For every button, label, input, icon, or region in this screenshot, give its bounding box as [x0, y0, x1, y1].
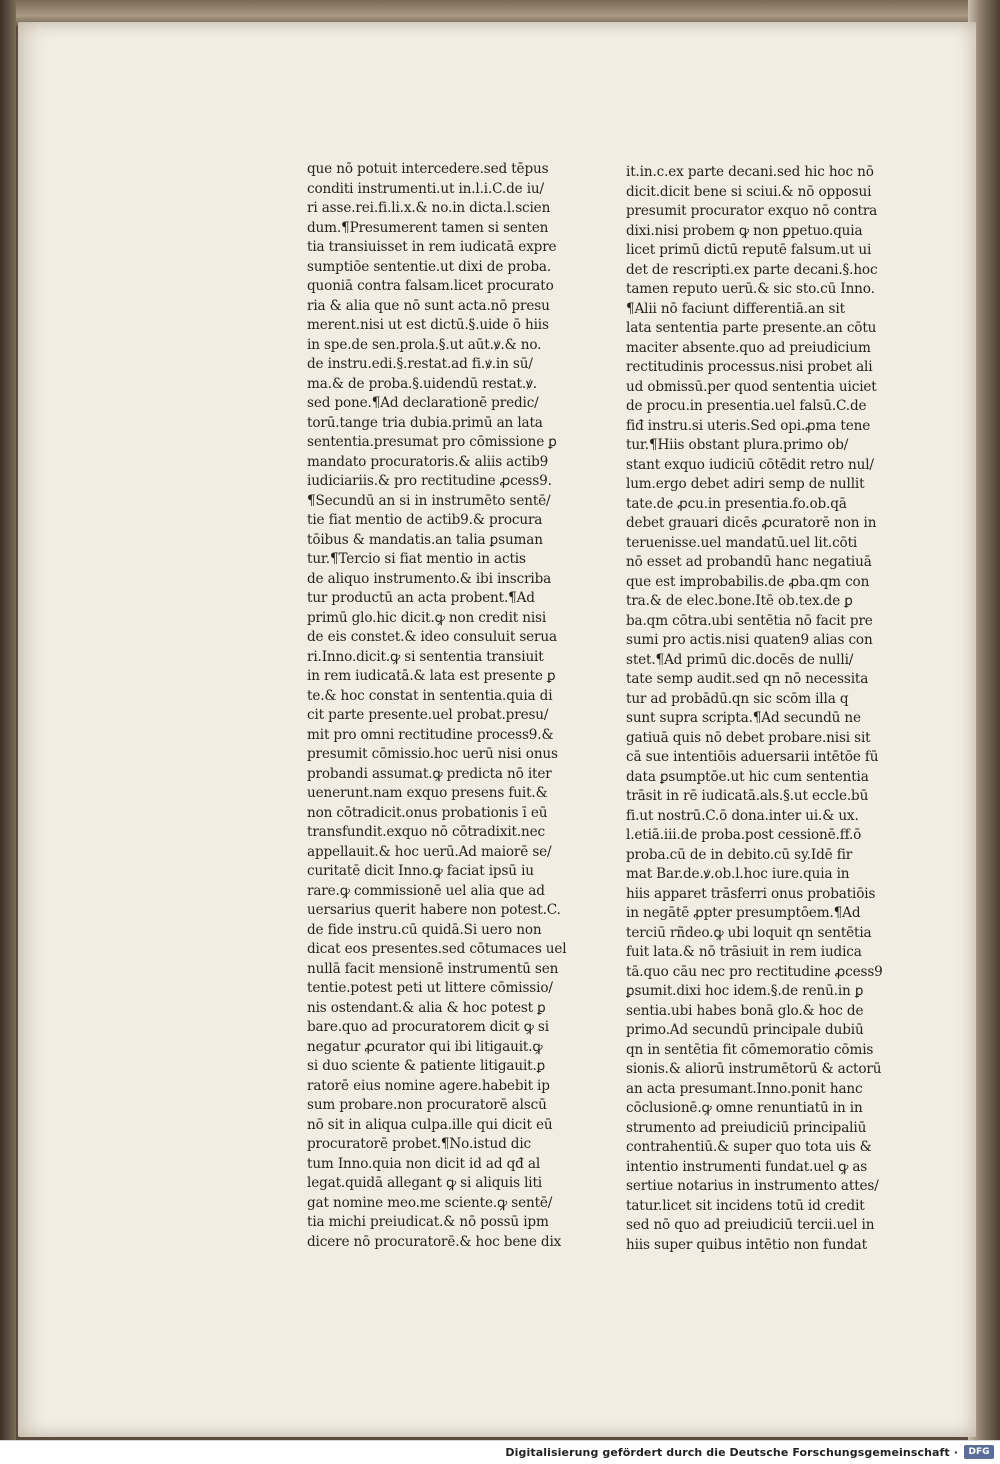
text-line: dicit.dicit bene si sciui.& nō opposui	[626, 183, 872, 200]
text-line: appellauit.& hoc uerū.Ad maiorē se/	[307, 843, 552, 860]
text-line: data ꝑsumptōe.ut hic cum sententia	[626, 768, 869, 785]
text-line: tā.quo cāu nec pro rectitudine ꝓcess9	[626, 963, 883, 980]
text-line: legat.quidā allegant ꝙ si aliquis liti	[307, 1175, 542, 1191]
text-line: bare.quo ad procuratorem dicit ꝙ si	[307, 1019, 549, 1035]
text-line: ba.qm cōtra.ubi sentētia nō facit pre	[626, 612, 873, 629]
text-line: tamen reputo uerū.& sic sto.cū Inno.	[626, 281, 875, 297]
text-line: que nō potuit intercedere.sed tēpus	[307, 161, 549, 177]
text-line: presumit cōmissio.hoc uerū nisi onus	[307, 746, 558, 762]
text-line: tie fiat mentio de actib9.& procura	[307, 512, 543, 528]
text-line: intentio instrumenti fundat.uel ꝙ as	[626, 1158, 868, 1175]
text-line: tur.¶Tercio si fiat mentio in actis	[307, 551, 526, 567]
text-line: mat Bar.de.ꝟ.ob.l.hoc iure.quia in	[626, 866, 850, 882]
text-line: in spe.de sen.prola.§.ut aūt.ꝟ.& no.	[307, 336, 542, 353]
text-line: debet grauari dicēs ꝓcuratorē non in	[626, 515, 877, 531]
text-line: proba.cū de in debito.cū sy.Idē fir	[626, 846, 853, 863]
text-line: tia transiuisset in rem iudicatā expre	[307, 239, 557, 255]
text-line: transfundit.exquo nō cōtradixit.nec	[307, 824, 545, 840]
text-line: curitatē dicit Inno.ꝙ faciat ipsū iu	[307, 863, 534, 879]
text-line: tate semp audit.sed qn nō necessita	[626, 671, 869, 687]
text-line: gatiuā quis nō debet probare.nisi sit	[626, 729, 871, 746]
text-line: sententia.presumat pro cōmissione ꝑ	[307, 434, 557, 450]
text-line: tia michi preiudicat.& nō possū ipm	[307, 1214, 549, 1230]
text-line: stet.¶Ad primū dic.docēs de nulli/	[626, 651, 854, 668]
text-line: tur.¶Hiis obstant plura.primo ob/	[626, 437, 849, 453]
text-line: rare.ꝙ commissionē uel alia que ad	[307, 882, 545, 899]
text-line: uersarius querit habere non potest.C.	[307, 902, 561, 918]
text-line: qn in sentētia fit cōmemoratio cōmis	[626, 1041, 874, 1058]
text-line: nullā facit mensionē instrumentū sen	[307, 960, 559, 977]
text-line: terciū rñdeo.ꝙ ubi loquit qn sentētia	[626, 924, 872, 941]
text-line: sertiue notarius in instrumento attes/	[626, 1178, 879, 1194]
dfg-logo: DFG	[964, 1445, 994, 1459]
text-line: mandato procuratoris.& aliis actib9	[307, 453, 549, 470]
text-line: tra.& de elec.bone.Itē ob.tex.de ꝑ	[626, 593, 853, 609]
text-line: strumento ad preiudiciū principaliū	[626, 1119, 867, 1136]
text-line: merent.nisi ut est dictū.§.uide ō hiis	[307, 317, 549, 333]
text-line: dicere nō procuratorē.& hoc bene dix	[307, 1233, 562, 1250]
text-line: conditi instrumenti.ut in.l.i.C.de iu/	[307, 180, 544, 197]
text-line: gat nomine meo.me sciente.ꝙ sentē/	[307, 1194, 553, 1211]
text-line: licet primū dictū reputē falsum.ut ui	[626, 242, 872, 258]
text-line: cōclusionē.ꝙ omne renuntiatū in in	[626, 1100, 863, 1116]
text-line: ud obmissū.per quod sententia uiciet	[626, 378, 877, 395]
text-line: tur productū an acta probent.¶Ad	[307, 590, 535, 606]
text-line: tōibus & mandatis.an talia ꝑsuman	[307, 531, 543, 548]
text-line: ria & alia que nō sunt acta.nō presu	[307, 297, 550, 314]
text-line: l.etiā.iii.de proba.post cessionē.ff.ō	[626, 827, 862, 843]
text-line: hiis super quibus intētio non fundat	[626, 1236, 867, 1253]
text-line: sunt supra scripta.¶Ad secundū ne	[626, 710, 861, 726]
text-line: tate.de ꝓcu.in presentia.fo.ob.qā	[626, 495, 847, 512]
text-line: ꝑsumit.dixi hoc idem.§.de renū.in ꝑ	[626, 983, 864, 999]
text-line: de fide instru.cū quidā.Si uero non	[307, 921, 542, 938]
text-line: rectitudinis processus.nisi probet ali	[626, 359, 873, 375]
text-line: primo.Ad secundū principale dubiū	[626, 1022, 864, 1038]
text-line: lum.ergo debet adiri semp de nullit	[626, 476, 865, 492]
text-line: maciter absente.quo ad preiudicium	[626, 339, 871, 356]
text-line: fiđ instru.si uteris.Sed opi.ꝓma tene	[626, 417, 871, 434]
text-line: lata sententia parte presente.an cōtu	[626, 320, 877, 336]
text-line: ma.& de proba.§.uidendū restat.ꝟ.	[307, 375, 537, 392]
text-line: sed pone.¶Ad declarationē predic/	[307, 395, 539, 411]
text-line: sum probare.non procuratorē alscū	[307, 1097, 547, 1113]
text-line: fuit lata.& nō trāsiuit in rem iudica	[626, 944, 862, 960]
text-line: dixi.nisi probem ꝙ non ꝑpetuo.quia	[626, 222, 863, 239]
text-line: an acta presumant.Inno.ponit hanc	[626, 1080, 863, 1097]
text-line: quoniā contra falsam.licet procurato	[307, 278, 554, 294]
text-line: sionis.& aliorū instrumētorū & actorū	[626, 1061, 882, 1077]
text-line: nō esset ad probandū hanc negatiuā	[626, 554, 872, 570]
text-line: nō sit in aliqua culpa.ille qui dicit eū	[307, 1116, 553, 1133]
text-line: trāsit in rē iudicatā.als.§.ut eccle.bū	[626, 788, 869, 804]
text-line: presumit procurator exquo nō contra	[626, 203, 878, 219]
text-line: te.& hoc constat in sententia.quia di	[307, 687, 553, 704]
text-line: stant exquo iudiciū cōtēdit retro nul/	[626, 456, 874, 473]
text-line: sentia.ubi habes bonā glo.& hoc de	[626, 1002, 864, 1019]
text-line: cā sue intentiōis aduersarii intētōe fū	[626, 749, 879, 765]
text-line: ratorē eius nomine agere.habebit ip	[307, 1077, 550, 1094]
right-text-column	[626, 163, 911, 1255]
text-line: iudiciariis.& pro rectitudine ꝓcess9.	[307, 473, 552, 489]
text-line: de instru.edi.§.restat.ad fi.ꝟ.in sū/	[307, 356, 533, 372]
book-spine-edge	[0, 0, 16, 1440]
text-line: it.in.c.ex parte decani.sed hic hoc nō	[626, 164, 874, 180]
left-text-column	[307, 160, 597, 1252]
text-line: non cōtradicit.onus probationis ī eū	[307, 804, 548, 821]
text-line: primū glo.hic dicit.ꝙ non credit nisi	[307, 609, 547, 626]
text-line: nis ostendant.& alia & hoc potest ꝑ	[307, 999, 546, 1016]
text-line: tur ad probādū.qn sic scōm illa q	[626, 690, 849, 707]
text-line: in negātē ꝓpter presumptōem.¶Ad	[626, 905, 861, 921]
text-line: de eis constet.& ideo consuluit serua	[307, 629, 557, 645]
text-line: mit pro omni rectitudine process9.&	[307, 726, 554, 743]
text-line: in rem iudicatā.& lata est presente ꝑ	[307, 668, 556, 684]
text-line: tatur.licet sit incidens totū id credit	[626, 1197, 865, 1214]
text-line: dum.¶Presumerent tamen si senten	[307, 219, 549, 236]
text-line: de aliquo instrumento.& ibi inscriba	[307, 570, 552, 587]
text-line: uenerunt.nam exquo presens fuit.&	[307, 785, 548, 801]
text-line: negatur ꝓcurator qui ibi litigauit.ꝙ	[307, 1038, 543, 1055]
text-line: probandi assumat.ꝙ predicta nō iter	[307, 765, 552, 782]
text-line: procuratorē probet.¶No.istud dic	[307, 1136, 532, 1152]
text-line: sumptiōe sententie.ut dixi de proba.	[307, 258, 552, 275]
text-line: de procu.in presentia.uel falsū.C.de	[626, 398, 867, 414]
text-line: ¶Secundū an si in instrumēto sentē/	[307, 492, 551, 509]
text-line: hiis apparet trāsferri onus probatiōis	[626, 885, 876, 902]
text-line: tum Inno.quia non dicit id ad qđ al	[307, 1155, 541, 1172]
text-line: que est improbabilis.de ꝓba.qm con	[626, 573, 870, 590]
text-line: ri.Inno.dicit.ꝙ si sententia transiuit	[307, 648, 544, 665]
text-line: tentie.potest peti ut littere cōmissio/	[307, 980, 553, 996]
text-line: fi.ut nostrū.C.ō dona.inter ui.& ux.	[626, 807, 859, 824]
text-line: ri asse.rei.fi.li.x.& no.in dicta.l.scien	[307, 200, 551, 216]
text-line: ¶Alii nō faciunt differentiā.an sit	[626, 300, 845, 317]
text-line: torū.tange tria dubia.primū an lata	[307, 414, 543, 431]
text-line: si duo sciente & patiente litigauit.ꝑ	[307, 1058, 546, 1074]
text-line: sed nō quo ad preiudiciū tercii.uel in	[626, 1217, 875, 1233]
text-line: dicat eos presentes.sed cōtumaces uel	[307, 941, 567, 957]
text-line: cit parte presente.uel probat.presu/	[307, 707, 549, 723]
text-line: det de rescripti.ex parte decani.§.hoc	[626, 261, 878, 278]
funding-credit: Digitalisierung gefördert durch die Deutsche Forschungsgemeinschaft ·	[505, 1446, 958, 1459]
text-line: sumi pro actis.nisi quaten9 alias con	[626, 632, 873, 648]
text-line: contrahentiū.& super quo tota uis &	[626, 1139, 872, 1155]
footer-bar	[0, 1440, 1000, 1464]
text-line: teruenisse.uel mandatū.uel lit.cōti	[626, 534, 858, 551]
